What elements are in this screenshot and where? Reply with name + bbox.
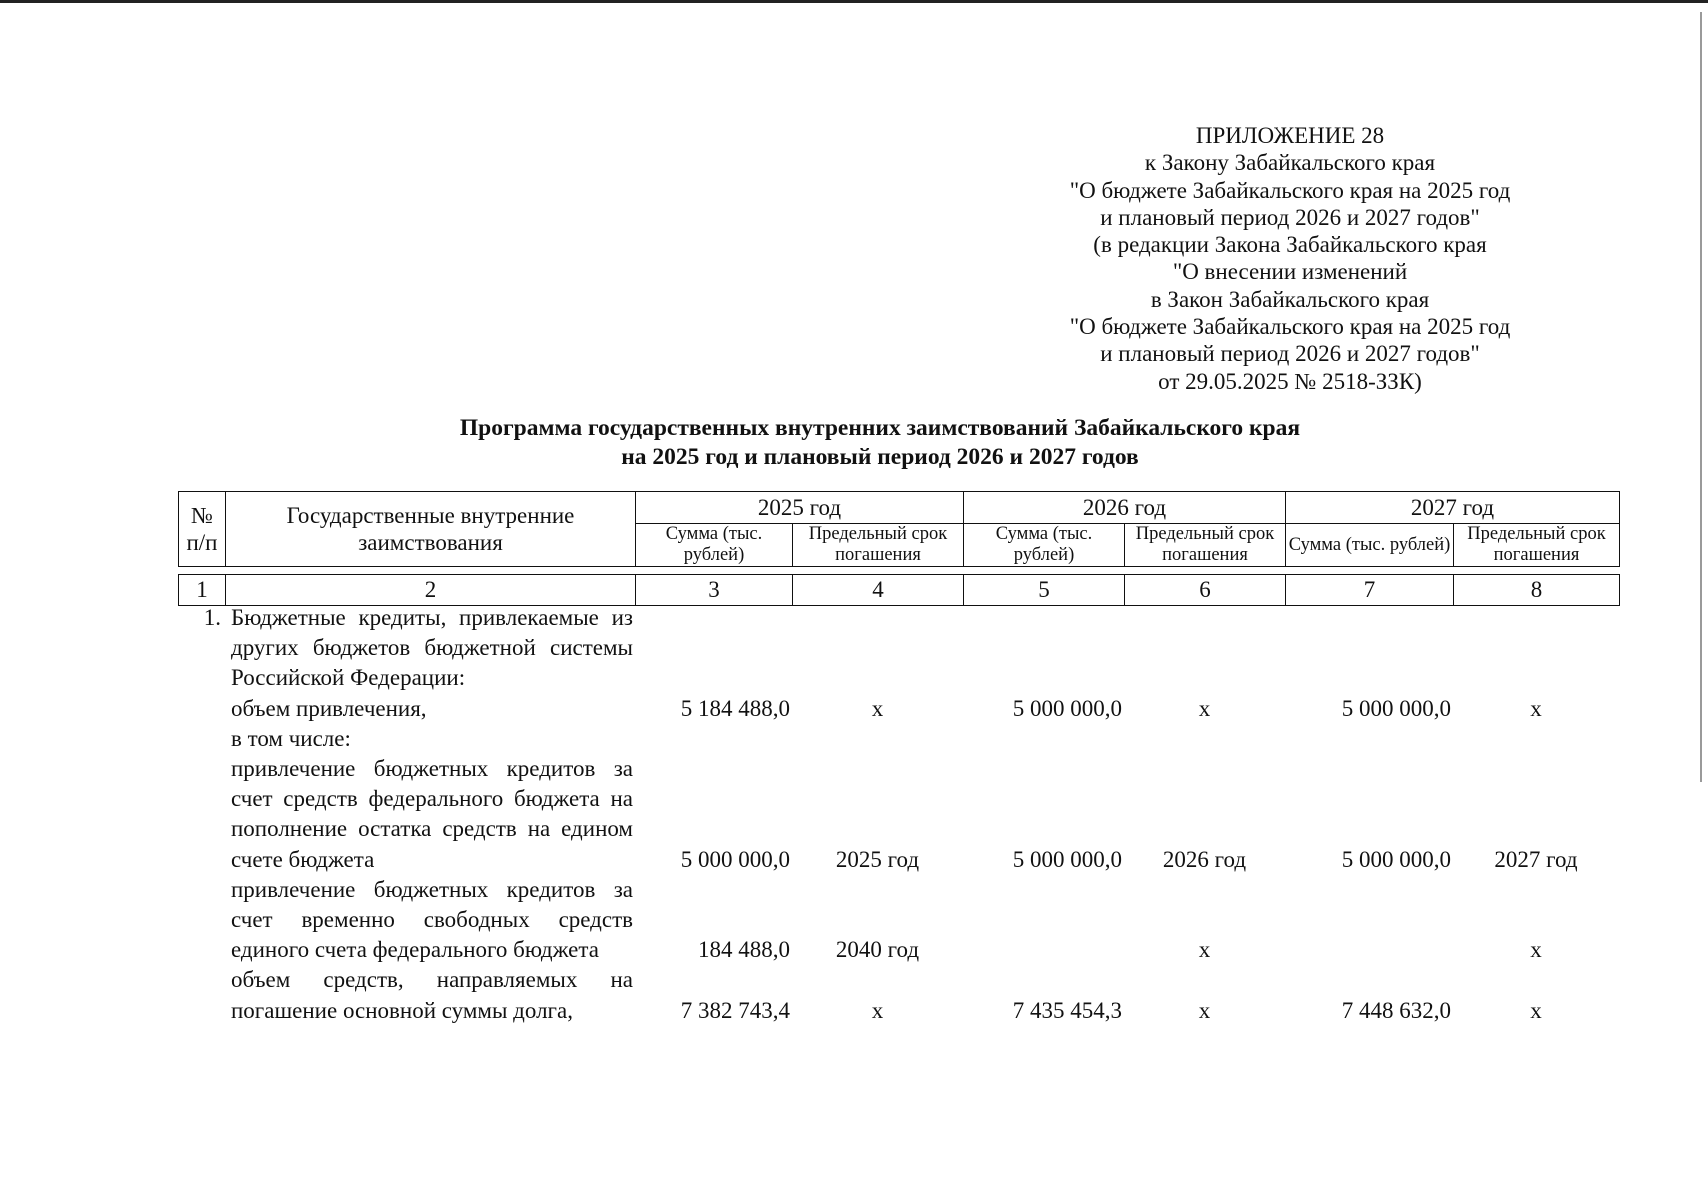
cell-sum-2026: 5 000 000,0 (1012, 846, 1122, 872)
appendix-line: "О внесении изменений (1172, 259, 1408, 285)
borrowings-table-body (178, 603, 1619, 1026)
column-number: 2 (226, 575, 636, 606)
appendix-note (1040, 122, 1540, 395)
header-sum: Сумма (тыс. рублей) (964, 524, 1125, 567)
cell-term-2025: 2040 год (835, 937, 920, 963)
appendix-line: "О бюджете Забайкальского края на 2025 год (1069, 177, 1511, 203)
appendix-line: к Закону Забайкальского края (1144, 150, 1436, 176)
column-number: 6 (1125, 575, 1286, 606)
cell-term-2027 (1453, 603, 1619, 694)
cell-sum-2025: 7 382 743,4 (680, 997, 790, 1023)
cell-term-2027: х (1530, 695, 1542, 721)
row-description: объем привлечения, (231, 695, 427, 721)
row-number (178, 694, 225, 724)
header-term: Предельный срок погашения (1454, 524, 1620, 567)
header-sum: Сумма (тыс. рублей) (1286, 524, 1454, 567)
cell-sum-2026 (963, 875, 1124, 966)
appendix-line: от 29.05.2025 № 2518-ЗЗК) (1158, 368, 1422, 394)
cell-term-2027 (1453, 724, 1619, 754)
row-number: 1. (203, 605, 221, 630)
table-row (178, 875, 1619, 966)
cell-term-2027: 2027 год (1494, 846, 1578, 872)
column-number: 3 (636, 575, 793, 606)
title-line-1: Программа государственных внутренних заимствований Забайкальского края (459, 415, 1301, 441)
table-row (178, 603, 1619, 694)
cell-sum-2025: 184 488,0 (698, 937, 790, 963)
cell-term-2026 (1124, 724, 1285, 754)
cell-sum-2025 (635, 603, 792, 694)
header-term: Предельный срок погашения (793, 524, 964, 567)
cell-term-2026 (1124, 603, 1285, 694)
cell-sum-2027 (1285, 603, 1453, 694)
cell-sum-2027: 5 000 000,0 (1341, 846, 1451, 872)
table-row (178, 724, 1619, 754)
column-number: 8 (1454, 575, 1620, 606)
cell-term-2025 (792, 603, 963, 694)
cell-term-2026: х (1198, 695, 1211, 721)
cell-sum-2027 (1285, 724, 1453, 754)
cell-term-2025: х (871, 997, 884, 1023)
row-number (178, 965, 225, 1025)
header-gap (179, 567, 1620, 575)
document-title (380, 414, 1380, 472)
cell-term-2025 (792, 724, 963, 754)
cell-term-2025: 2025 год (835, 846, 920, 872)
row-description: объем средств, направляемых на погашение основной суммы долга, (231, 967, 633, 1023)
cell-sum-2025: 5 000 000,0 (680, 846, 790, 872)
row-number (178, 754, 225, 875)
header-num: № п/п (179, 492, 226, 567)
row-number (178, 875, 225, 966)
cell-term-2026: х (1198, 937, 1211, 963)
row-description: привлечение бюджетных кредитов за счет средств федерального бюджета на пополнение остатка средств на едином счете бюджета (231, 756, 633, 872)
appendix-line: и плановый период 2026 и 2027 годов" (1100, 204, 1480, 230)
right-scan-edge (1700, 12, 1702, 782)
row-number (178, 724, 225, 754)
header-term: Предельный срок погашения (1125, 524, 1286, 567)
cell-sum-2025: 5 184 488,0 (680, 695, 790, 721)
row-description: в том числе: (231, 725, 351, 751)
appendix-line: в Закон Забайкальского края (1150, 286, 1430, 312)
table-row (178, 754, 1619, 875)
table-row (178, 694, 1619, 724)
column-number: 7 (1286, 575, 1454, 606)
cell-sum-2027: 7 448 632,0 (1341, 997, 1451, 1023)
cell-term-2027: х (1530, 997, 1542, 1023)
cell-sum-2026: 7 435 454,3 (1012, 997, 1122, 1023)
table-row (178, 965, 1619, 1025)
title-line-2: на 2025 год и плановый период 2026 и 2027 годов (621, 444, 1139, 470)
cell-sum-2027: 5 000 000,0 (1341, 695, 1451, 721)
appendix-line: (в редакции Закона Забайкальского края (1093, 232, 1487, 258)
header-name: Государственные внутренние заимствования (226, 492, 636, 567)
header-year-2026: 2026 год (964, 492, 1286, 524)
top-border-line (0, 0, 1708, 3)
cell-sum-2025 (635, 724, 792, 754)
cell-term-2027: х (1530, 937, 1542, 963)
appendix-line: "О бюджете Забайкальского края на 2025 год (1069, 314, 1511, 340)
cell-term-2026: х (1198, 997, 1211, 1023)
row-description: привлечение бюджетных кредитов за счет временно свободных средств единого счета федерального бюджета (231, 876, 633, 963)
column-number: 5 (964, 575, 1125, 606)
appendix-line: и плановый период 2026 и 2027 годов" (1100, 341, 1480, 367)
column-number: 1 (179, 575, 226, 606)
borrowings-table-header (178, 491, 1620, 606)
cell-sum-2026 (963, 724, 1124, 754)
cell-term-2026: 2026 год (1162, 846, 1247, 872)
cell-sum-2026 (963, 603, 1124, 694)
column-number-row (179, 575, 1620, 606)
header-year-2025: 2025 год (636, 492, 964, 524)
column-number: 4 (793, 575, 964, 606)
appendix-line: ПРИЛОЖЕНИЕ 28 (1195, 123, 1385, 148)
cell-term-2025: х (871, 695, 884, 721)
cell-sum-2026: 5 000 000,0 (1012, 695, 1122, 721)
row-description: Бюджетные кредиты, привлекаемые из других бюджетов бюджетной системы Российской Федерации: (231, 605, 633, 691)
cell-sum-2027 (1285, 875, 1453, 966)
header-year-2027: 2027 год (1286, 492, 1620, 524)
header-sum: Сумма (тыс. рублей) (636, 524, 793, 567)
